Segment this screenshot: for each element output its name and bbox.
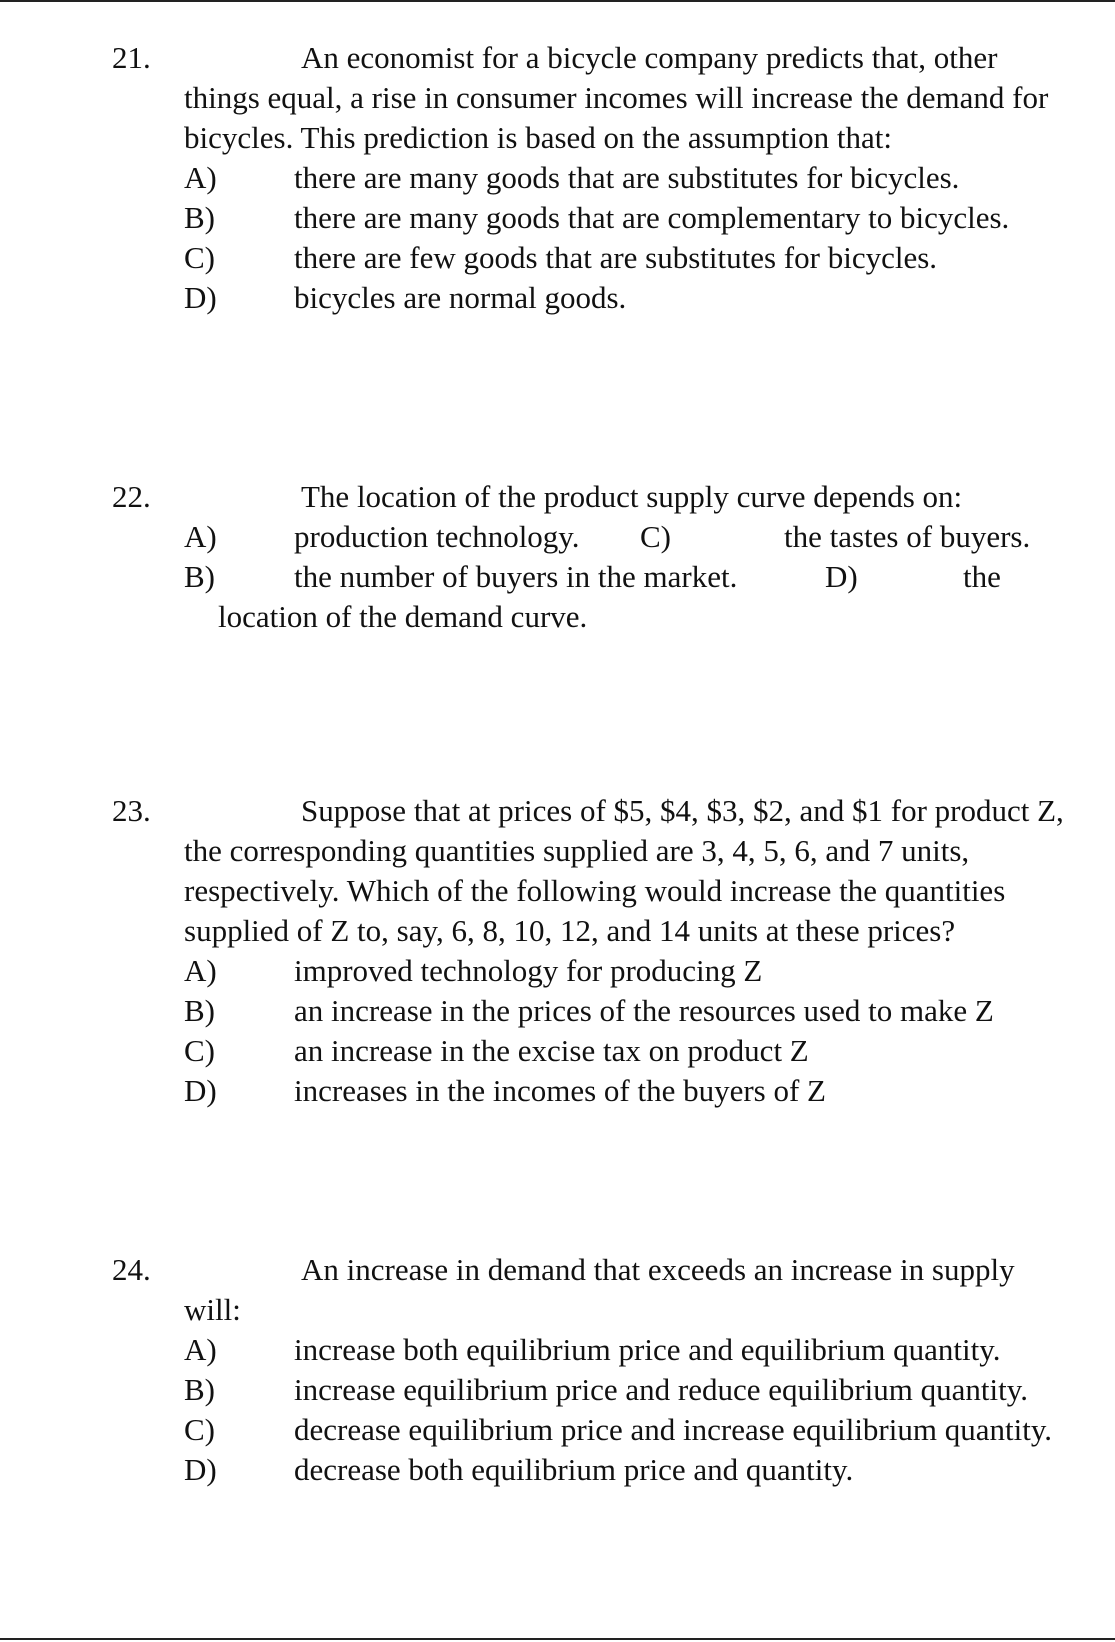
option-letter: A) [184,1332,217,1367]
option-letter: C) [184,240,215,275]
question-number: 23. [112,793,151,828]
option-letter: B) [184,1372,215,1407]
bottom-border-line [0,1638,1115,1640]
option-letter: D) [184,280,217,315]
question-stem: An increase in demand that exceeds an increase in supply will: [184,1252,1015,1327]
answer-option-d [184,1071,1058,1111]
answer-option-c [184,238,1058,278]
option-text: there are many goods that are complementary to bicycles. [294,200,1010,235]
answer-option-d [184,1450,1058,1490]
question-number: 21. [112,40,151,75]
question-23 [0,791,1115,1111]
option-text: an increase in the excise tax on product Z [294,1033,809,1068]
answer-option-b [184,198,1058,238]
answer-option-c [184,1410,1058,1450]
option-letter: B) [184,559,215,594]
question-number: 22. [112,479,151,514]
question-stem: Suppose that at prices of $5, $4, $3, $2, and $1 for product Z, the corresponding quantities supplied are 3, 4, 5, 6, and 7 units, respectively. Which of the following would increase the quantities supplied of Z to, say, 6, 8, 10, 12, and 14 units at these prices? [184,793,1064,948]
answer-option-a [184,951,1058,991]
answer-option-a [184,1330,1058,1370]
answer-option-row-a-c [184,517,1058,557]
option-text: increase both equilibrium price and equilibrium quantity. [294,1332,1001,1367]
option-text: there are few goods that are substitutes for bicycles. [294,240,938,275]
option-letter: C) [184,1412,215,1447]
option-text: improved technology for producing Z [294,953,763,988]
option-letter: A) [184,519,217,554]
question-stem: An economist for a bicycle company predicts that, other things equal, a rise in consumer incomes will increase the demand for bicycles. This prediction is based on the assumption that: [184,40,1049,155]
answer-option-row-b-d [184,557,1058,637]
option-text: bicycles are normal goods. [294,280,627,315]
option-letter: B) [184,993,215,1028]
option-letter: A) [184,160,217,195]
question-stem: The location of the product supply curve depends on: [301,479,963,514]
answer-option-d [184,278,1058,318]
option-letter: C) [640,519,671,554]
option-text: the number of buyers in the market. [294,559,738,594]
option-text: decrease equilibrium price and increase equilibrium quantity. [294,1412,1053,1447]
option-text: increases in the incomes of the buyers of Z [294,1073,826,1108]
question-21 [0,38,1115,318]
top-border-line [0,0,1115,2]
option-letter: D) [184,1073,217,1108]
answer-option-a [184,158,1058,198]
option-text: increase equilibrium price and reduce equilibrium quantity. [294,1372,1028,1407]
question-22 [0,477,1115,637]
option-text: the tastes of buyers. [784,519,1031,554]
option-text: production technology. [294,519,580,554]
answer-option-b [184,991,1058,1031]
answer-option-c [184,1031,1058,1071]
option-letter: D) [184,1452,217,1487]
answer-option-b [184,1370,1058,1410]
question-24 [0,1250,1115,1490]
option-letter: C) [184,1033,215,1068]
question-number: 24. [112,1252,151,1287]
option-letter: B) [184,200,215,235]
option-text: the location of the demand curve. [218,559,1001,634]
option-text: an increase in the prices of the resources used to make Z [294,993,994,1028]
option-text: there are many goods that are substitutes for bicycles. [294,160,960,195]
option-text: decrease both equilibrium price and quantity. [294,1452,854,1487]
option-letter: D) [825,559,858,594]
option-letter: A) [184,953,217,988]
